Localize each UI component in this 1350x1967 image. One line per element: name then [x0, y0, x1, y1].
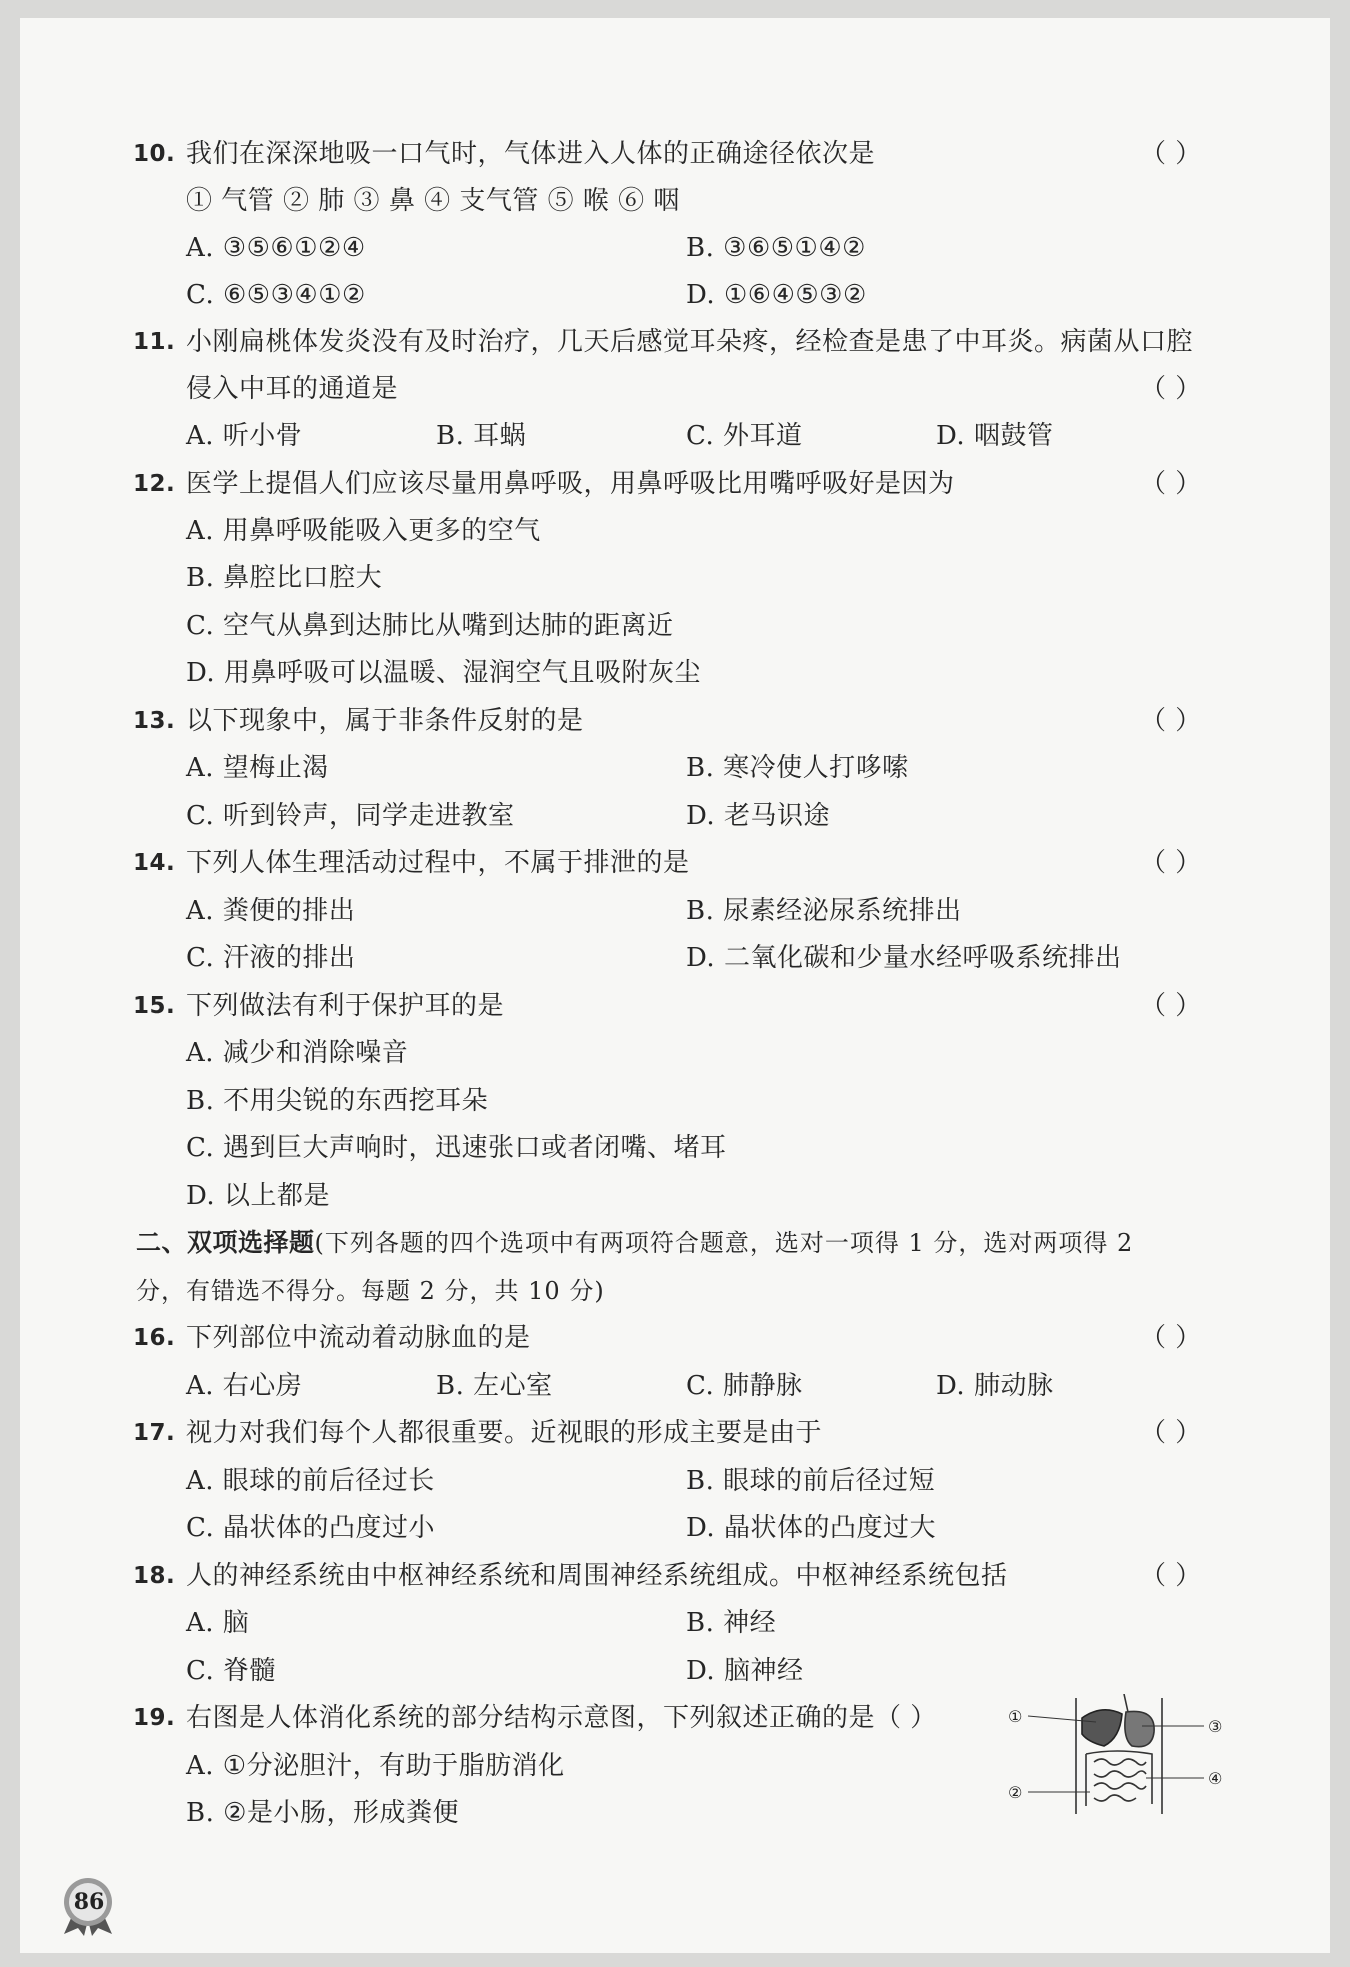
option-d: D. 脑神经 — [686, 1656, 804, 1686]
answer-blank: （ ） — [1140, 139, 1202, 169]
answer-blank: （ ） — [1140, 1418, 1202, 1448]
option-c: C. 外耳道 — [686, 421, 803, 451]
question-text: 下列人体生理活动过程中，不属于排泄的是 — [186, 848, 690, 878]
answer-blank: （ ） — [1140, 991, 1202, 1021]
option-b: B. 神经 — [686, 1608, 777, 1638]
option-a: A. 听小骨 — [186, 421, 303, 451]
question-number: 13. — [133, 708, 176, 734]
question-number: 15. — [133, 993, 176, 1019]
option-c: C. 遇到巨大声响时，迅速张口或者闭嘴、堵耳 — [186, 1133, 727, 1163]
question-text: 人的神经系统由中枢神经系统和周围神经系统组成。中枢神经系统包括 — [186, 1561, 1008, 1591]
liver-shape — [1082, 1710, 1122, 1746]
option-a: A. 用鼻呼吸能吸入更多的空气 — [186, 516, 541, 546]
question-number: 10. — [133, 141, 176, 167]
option-b: B. ②是小肠，形成粪便 — [186, 1798, 459, 1828]
stomach-shape — [1125, 1711, 1154, 1746]
section-heading — [136, 1221, 1133, 1265]
option-c: C. ⑥⑤③④①② — [186, 280, 366, 310]
answer-blank: （ ） — [1140, 848, 1202, 878]
question-number: 14. — [133, 850, 176, 876]
option-a: A. 粪便的排出 — [186, 896, 356, 926]
option-a: A. 减少和消除噪音 — [186, 1038, 409, 1068]
option-c: C. 听到铃声，同学走进教室 — [186, 801, 515, 831]
option-d: D. 二氧化碳和少量水经呼吸系统排出 — [686, 943, 1122, 973]
answer-blank: （ ） — [1140, 469, 1202, 499]
answer-blank: （ ） — [1140, 1323, 1202, 1353]
option-d: D. 咽鼓管 — [936, 421, 1054, 451]
question-text: 视力对我们每个人都很重要。近视眼的形成主要是由于 — [186, 1418, 823, 1448]
option-c: C. 晶状体的凸度过小 — [186, 1513, 435, 1543]
answer-blank: （ ） — [1140, 374, 1202, 404]
label-1: ① — [1008, 1707, 1023, 1726]
option-b: B. ③⑥⑤①④② — [686, 233, 866, 263]
question-text: 以下现象中，属于非条件反射的是 — [186, 706, 584, 736]
section-instructions: (下列各题的四个选项中有两项符合题意，选对一项得 1 分，选对两项得 2 — [314, 1229, 1134, 1257]
esophagus-shape — [1124, 1694, 1128, 1712]
option-d: D. 肺动脉 — [936, 1371, 1054, 1401]
small-intestine-shape — [1094, 1759, 1146, 1801]
label-4: ④ — [1208, 1769, 1223, 1788]
section-instructions-cont: 分，有错选不得分。每题 2 分，共 10 分) — [136, 1277, 605, 1305]
option-b: B. 不用尖锐的东西挖耳朵 — [186, 1086, 489, 1116]
label-3: ③ — [1208, 1717, 1223, 1736]
question-text: 右图是人体消化系统的部分结构示意图，下列叙述正确的是（ ） — [186, 1703, 937, 1733]
option-a: A. 望梅止渴 — [186, 753, 329, 783]
digestive-system-diagram — [1006, 1694, 1236, 1828]
question-number: 11. — [133, 329, 176, 355]
question-number: 17. — [133, 1420, 176, 1446]
option-b: B. 寒冷使人打哆嗦 — [686, 753, 909, 783]
question-text: 我们在深深地吸一口气时，气体进入人体的正确途径依次是 — [186, 139, 876, 169]
option-d: D. 用鼻呼吸可以温暖、湿润空气且吸附灰尘 — [186, 658, 701, 688]
question-text: 医学上提倡人们应该尽量用鼻呼吸，用鼻呼吸比用嘴呼吸好是因为 — [186, 469, 955, 499]
question-text: 下列做法有利于保护耳的是 — [186, 991, 505, 1021]
option-b: B. 鼻腔比口腔大 — [186, 563, 383, 593]
option-b: B. 尿素经泌尿系统排出 — [686, 896, 962, 926]
option-c: C. 脊髓 — [186, 1656, 276, 1686]
option-c: C. 汗液的排出 — [186, 943, 356, 973]
question-number: 12. — [133, 471, 176, 497]
option-a: A. 眼球的前后径过长 — [186, 1466, 435, 1496]
question-number: 16. — [133, 1325, 176, 1351]
item-list: ① 气管 ② 肺 ③ 鼻 ④ 支气管 ⑤ 喉 ⑥ 咽 — [186, 186, 680, 216]
option-c: C. 肺静脉 — [686, 1371, 803, 1401]
answer-blank: （ ） — [1140, 706, 1202, 736]
option-a: A. 脑 — [186, 1608, 250, 1638]
section-title: 二、双项选择题 — [136, 1228, 315, 1257]
label-2: ② — [1008, 1783, 1023, 1802]
option-d: D. 晶状体的凸度过大 — [686, 1513, 936, 1543]
option-d: D. 以上都是 — [186, 1181, 330, 1211]
option-b: B. 耳蜗 — [436, 421, 527, 451]
option-a: A. ③⑤⑥①②④ — [186, 233, 366, 263]
option-a: A. 右心房 — [186, 1371, 303, 1401]
option-d: D. 老马识途 — [686, 801, 830, 831]
option-c: C. 空气从鼻到达肺比从嘴到达肺的距离近 — [186, 611, 674, 641]
option-d: D. ①⑥④⑤③② — [686, 280, 867, 310]
question-number: 18. — [133, 1563, 176, 1589]
page-number: 86 — [73, 1889, 105, 1915]
answer-blank: （ ） — [1140, 1561, 1202, 1591]
large-intestine-shape — [1086, 1751, 1152, 1806]
option-b: B. 眼球的前后径过短 — [686, 1466, 936, 1496]
question-number: 19. — [133, 1705, 176, 1731]
option-b: B. 左心室 — [436, 1371, 553, 1401]
option-a: A. ①分泌胆汁，有助于脂肪消化 — [186, 1751, 565, 1781]
question-text: 下列部位中流动着动脉血的是 — [186, 1323, 531, 1353]
question-text: 小刚扁桃体发炎没有及时治疗，几天后感觉耳朵疼，经检查是患了中耳炎。病菌从口腔 — [186, 327, 1194, 357]
question-text-cont: 侵入中耳的通道是 — [186, 374, 399, 404]
